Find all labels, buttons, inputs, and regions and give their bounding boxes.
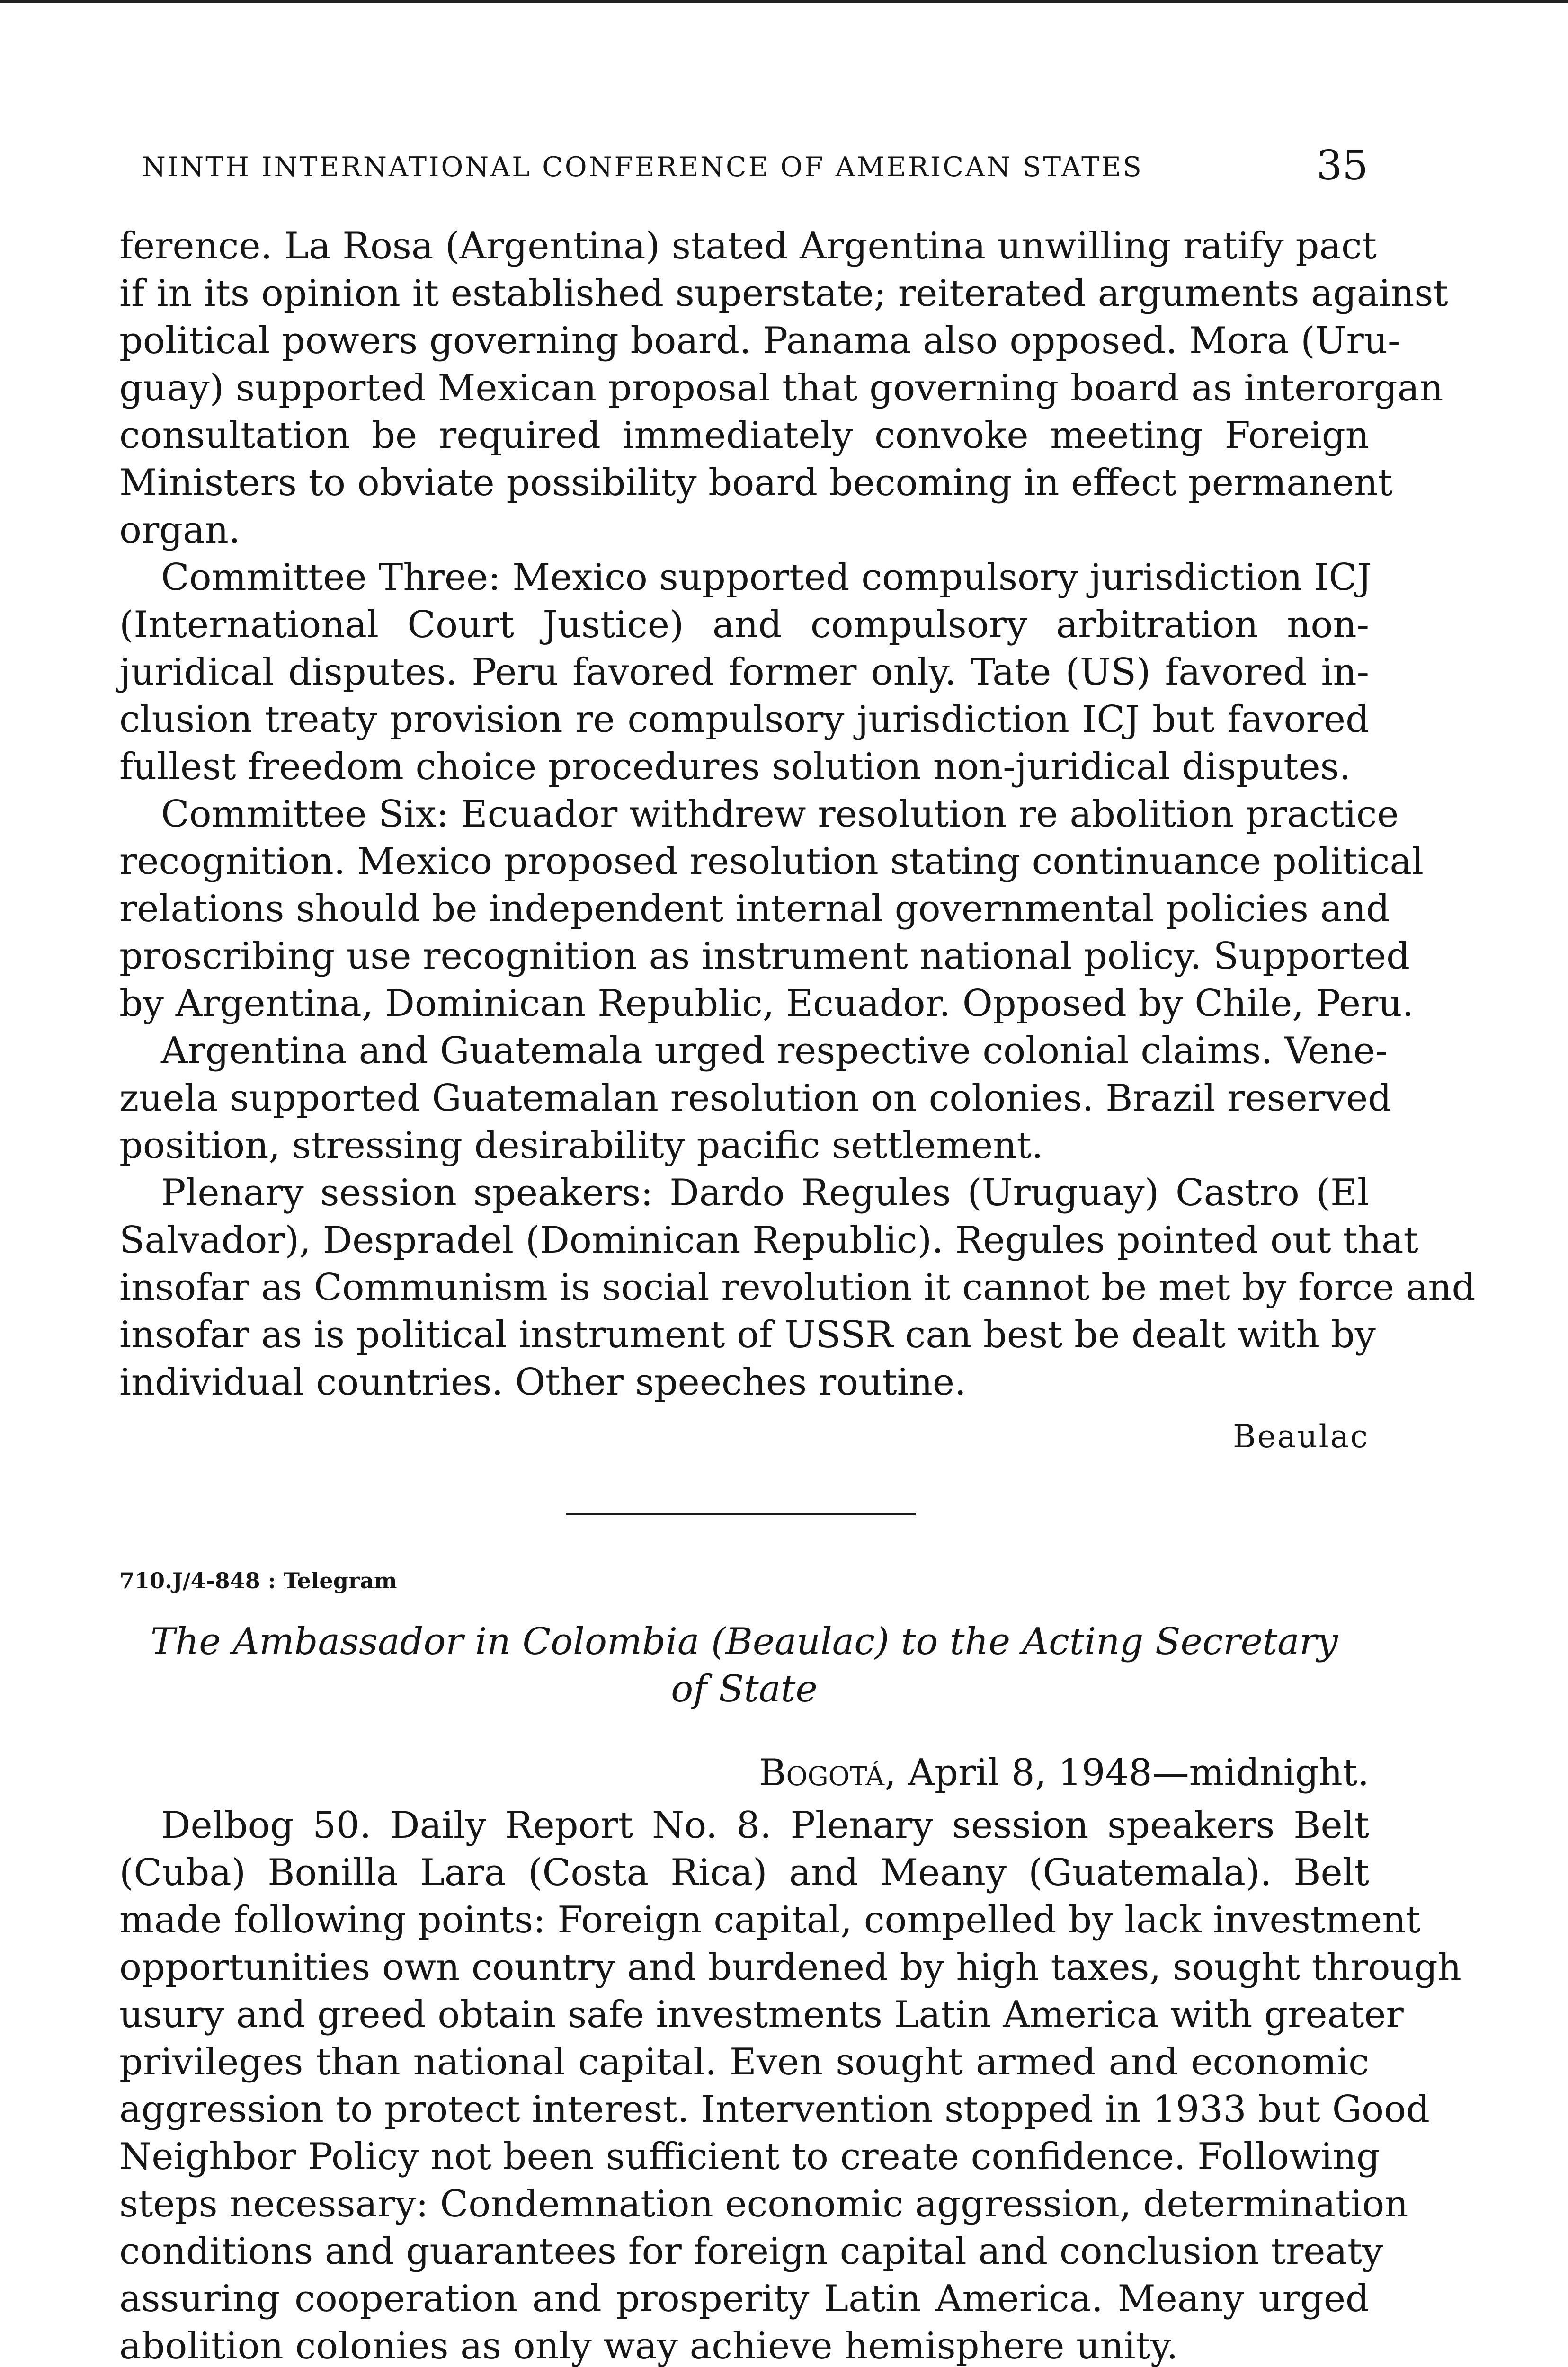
document-title-line: The Ambassador in Colombia (Beaulac) to the Acting Secretary	[151, 1620, 1338, 1663]
page-number: 35	[1316, 142, 1368, 189]
text-line: Neighbor Policy not been sufficient to create confidence. Following	[119, 2136, 1380, 2178]
text-line: Committee Six: Ecuador withdrew resolution re abolition practice	[161, 793, 1399, 836]
text-line: fullest freedom choice procedures solution non-juridical disputes.	[119, 746, 1351, 788]
telegram-body-text	[119, 1802, 1461, 2367]
text-line: Committee Three: Mexico supported compulsory jurisdiction ICJ	[161, 556, 1372, 599]
section-divider	[566, 1513, 916, 1515]
text-line: consultation be required immediately convoke meeting Foreign	[119, 414, 1369, 457]
text-line: abolition colonies as only way achieve hemisphere unity.	[119, 2325, 1178, 2367]
text-line: guay) supported Mexican proposal that governing board as interorgan	[119, 367, 1443, 409]
text-line: Argentina and Guatemala urged respective colonial claims. Vene-	[161, 1030, 1388, 1072]
text-line: opportunities own country and burdened by high taxes, sought through	[119, 1946, 1461, 1989]
text-line: usury and greed obtain safe investments Latin America with greater	[119, 1993, 1404, 2036]
signature: Beaulac	[1233, 1418, 1369, 1455]
text-line: insofar as is political instrument of USSR can best be dealt with by	[119, 1314, 1376, 1356]
text-line: clusion treaty provision re compulsory jurisdiction ICJ but favored	[119, 698, 1369, 741]
text-line: if in its opinion it established superstate; reiterated arguments against	[119, 272, 1448, 315]
text-line: (Cuba) Bonilla Lara (Costa Rica) and Meany (Guatemala). Belt	[119, 1851, 1369, 1894]
text-line: conditions and guarantees for foreign capital and conclusion treaty	[119, 2230, 1383, 2273]
text-line: (International Court Justice) and compulsory arbitration non-	[119, 604, 1369, 646]
document-title	[119, 1618, 1369, 1713]
text-line: by Argentina, Dominican Republic, Ecuador. Opposed by Chile, Peru.	[119, 982, 1414, 1025]
dateline-date: , April 8, 1948—midnight.	[884, 1752, 1369, 1794]
text-line: individual countries. Other speeches routine.	[119, 1361, 966, 1404]
text-line: aggression to protect interest. Intervention stopped in 1933 but Good	[119, 2088, 1430, 2131]
text-line: Salvador), Despradel (Dominican Republic). Regules pointed out that	[119, 1219, 1418, 1262]
text-line: relations should be independent internal governmental policies and	[119, 888, 1390, 930]
text-line: organ.	[119, 509, 241, 552]
file-reference: 710.J/4-848 : Telegram	[119, 1568, 397, 1593]
text-line: position, stressing desirability pacific settlement.	[119, 1124, 1043, 1167]
running-head	[142, 142, 1373, 189]
dateline-place: Bogotá	[759, 1752, 885, 1794]
text-line: political powers governing board. Panama also opposed. Mora (Uru-	[119, 320, 1400, 362]
text-line: Plenary session speakers: Dardo Regules (Uruguay) Castro (El	[161, 1172, 1369, 1214]
text-line: steps necessary: Condemnation economic aggression, determination	[119, 2183, 1408, 2225]
report-continuation-text	[119, 222, 1476, 1406]
text-line: privileges than national capital. Even sought armed and economic	[119, 2041, 1369, 2083]
document-title-line: of State	[671, 1668, 818, 1710]
top-edge-rule	[0, 0, 1568, 3]
text-line: Delbog 50. Daily Report No. 8. Plenary session speakers Belt	[161, 1804, 1369, 1847]
running-head-title: NINTH INTERNATIONAL CONFERENCE OF AMERICAN STATES	[142, 151, 1143, 183]
text-line: recognition. Mexico proposed resolution stating continuance political	[119, 840, 1424, 883]
text-line: zuela supported Guatemalan resolution on colonies. Brazil reserved	[119, 1077, 1392, 1120]
text-line: ference. La Rosa (Argentina) stated Argentina unwilling ratify pact	[119, 225, 1377, 267]
text-line: proscribing use recognition as instrument national policy. Supported	[119, 935, 1410, 978]
text-line: Ministers to obviate possibility board becoming in effect permanent	[119, 462, 1393, 504]
text-line: made following points: Foreign capital, compelled by lack investment	[119, 1899, 1421, 1941]
dateline	[759, 1752, 1369, 1794]
text-line: assuring cooperation and prosperity Latin America. Meany urged	[119, 2278, 1369, 2320]
text-line: juridical disputes. Peru favored former only. Tate (US) favored in-	[119, 651, 1369, 694]
text-line: insofar as Communism is social revolution it cannot be met by force and	[119, 1266, 1476, 1309]
